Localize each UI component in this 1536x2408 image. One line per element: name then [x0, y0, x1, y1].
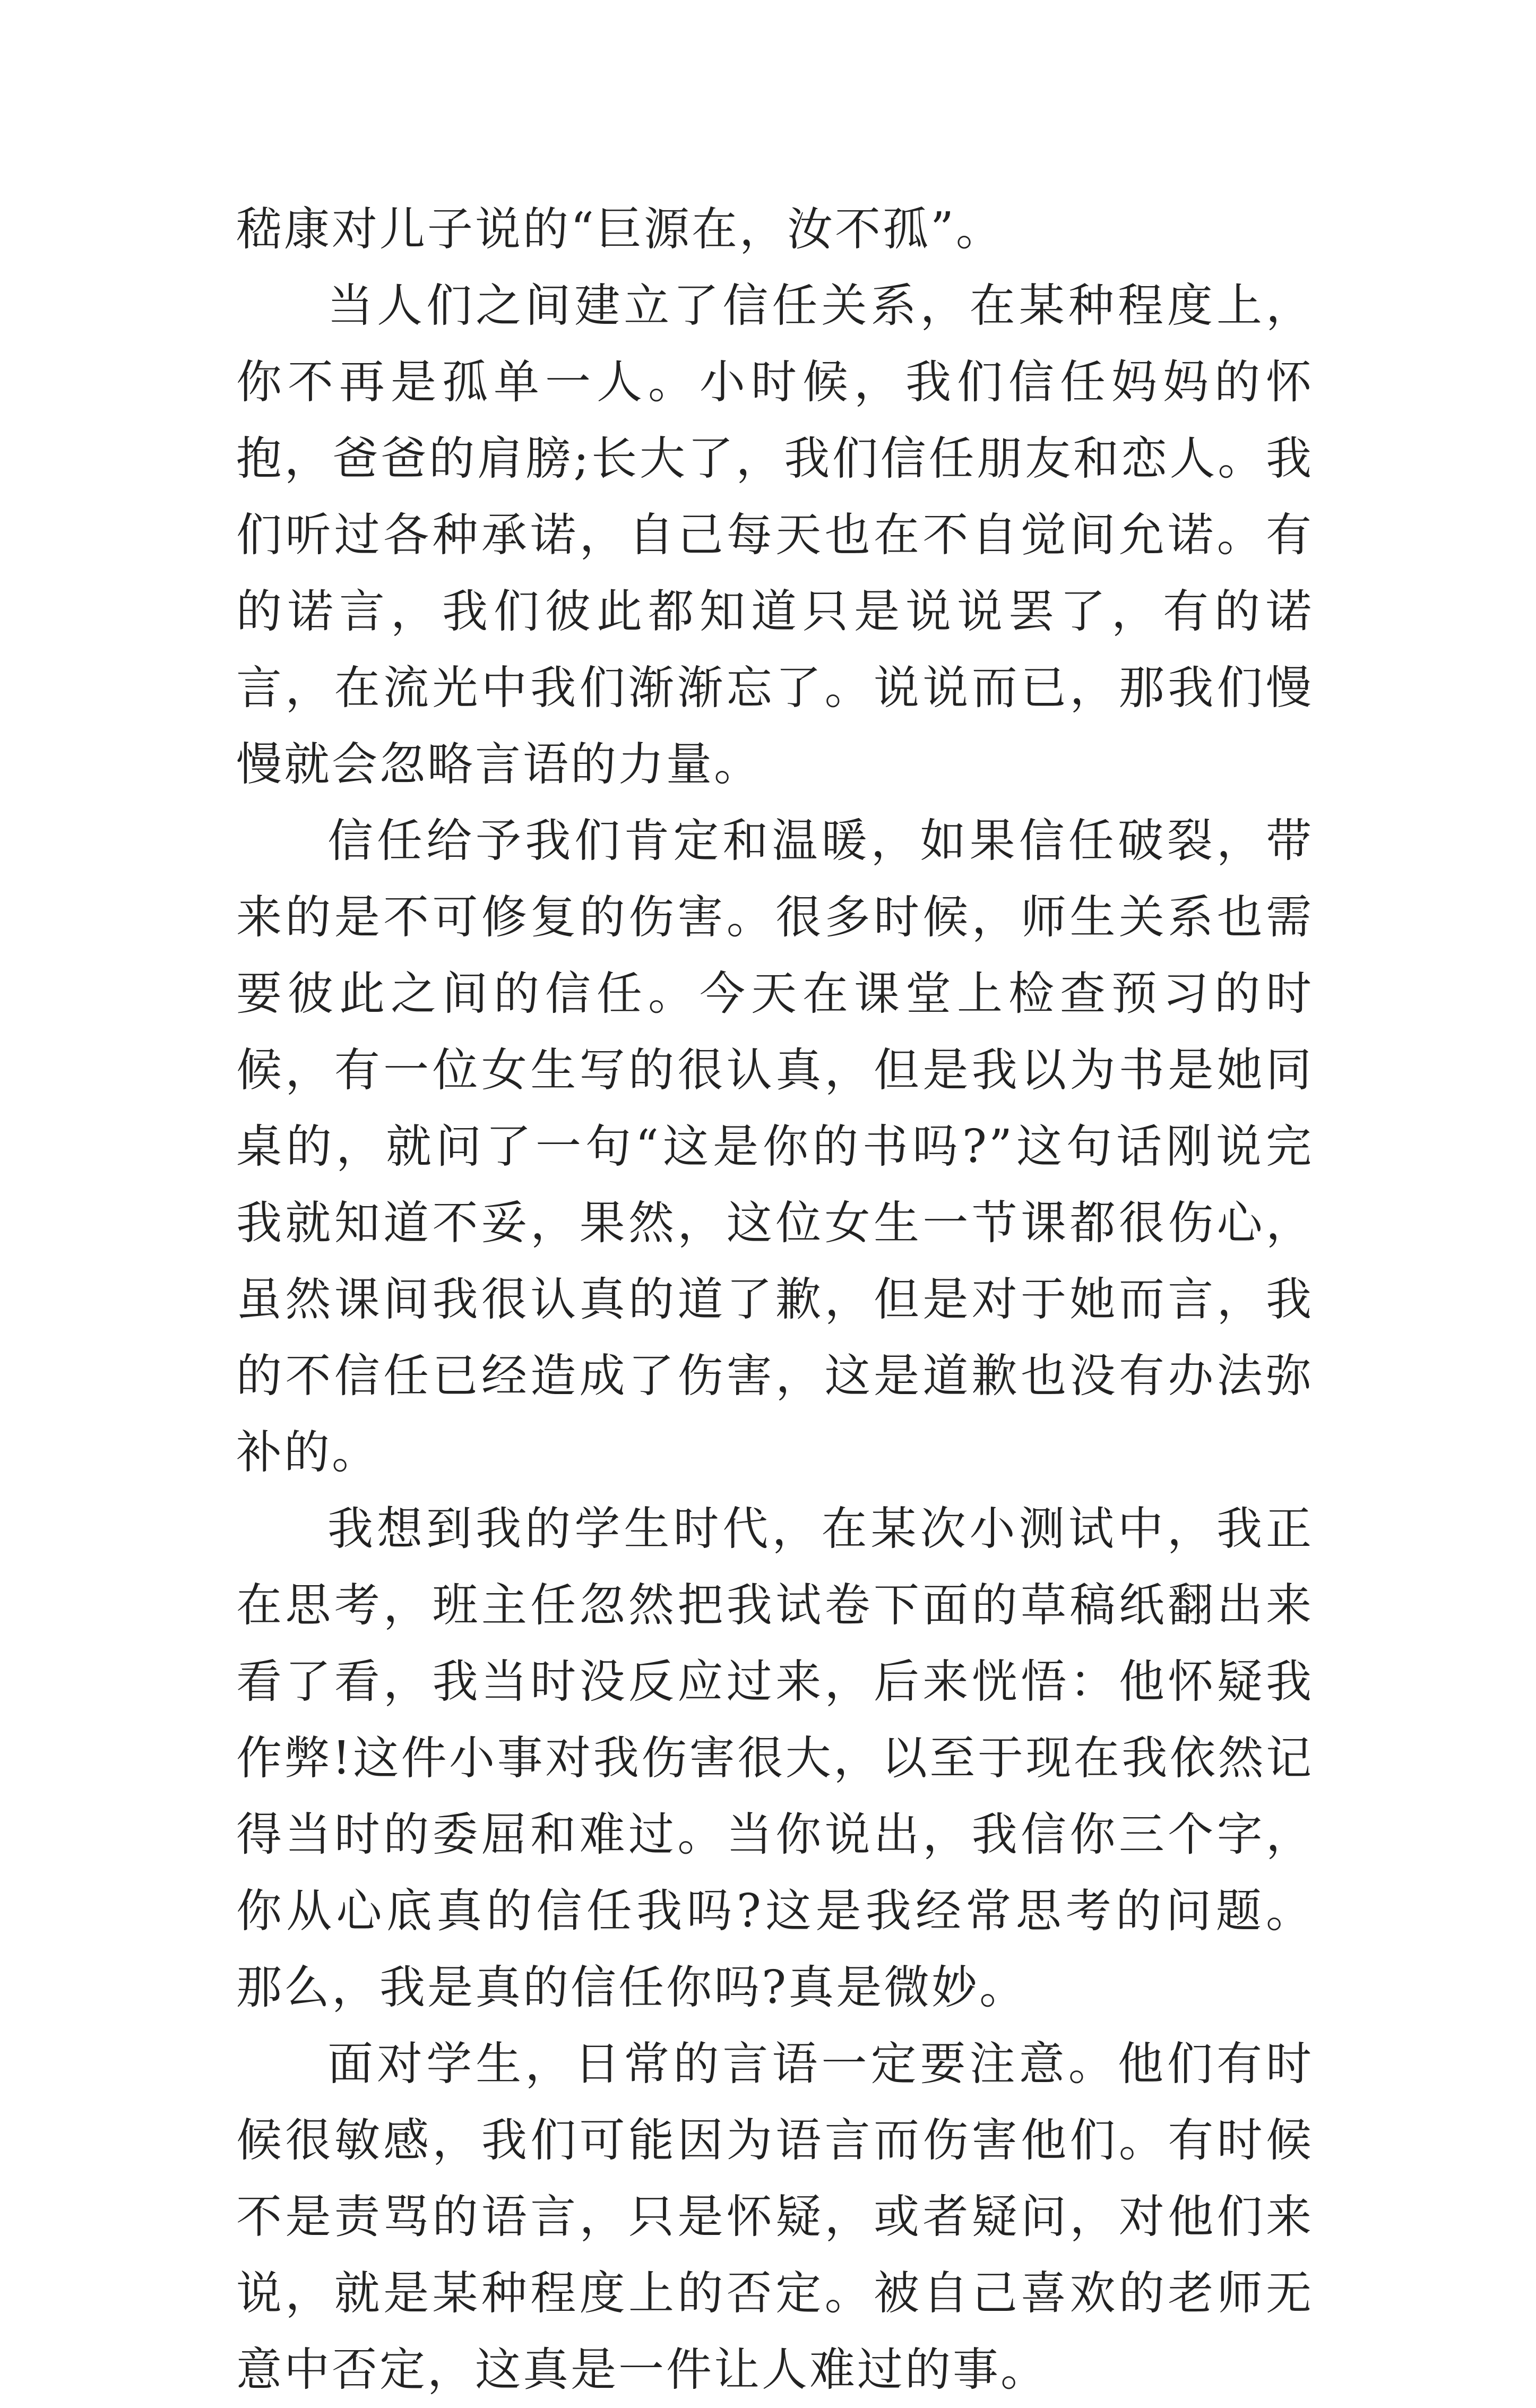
- paragraph-2: 当人们之间建立了信任关系，在某种程度上，你不再是孤单一人。小时候，我们信任妈妈的怀抱，爸爸的肩膀;长大了，我们信任朋友和恋人。我们听过各种承诺，自己每天也在不自觉间允诺。有的诺言，我们彼此都知道只是说说罢了，有的诺言，在流光中我们渐渐忘了。说说而已，那我们慢慢就会忽略言语的力量。: [236, 279, 1314, 791]
- paragraph-4: 我想到我的学生时代，在某次小测试中，我正在思考，班主任忽然把我试卷下面的草稿纸翻出来看了看，我当时没反应过来，后来恍悟：他怀疑我作弊!这件小事对我伤害很大，以至于现在我依然记得当时的委屈和难过。当你说出，我信你三个字，你从心底真的信任我吗?这是我经常思考的问题。那么，我是真的信任你吗?真是微妙。: [236, 1502, 1314, 2014]
- paragraph-3: 信任给予我们肯定和温暖，如果信任破裂，带来的是不可修复的伤害。很多时候，师生关系也需要彼此之间的信任。今天在课堂上检查预习的时候，有一位女生写的很认真，但是我以为书是她同桌的，就问了一句“这是你的书吗?”这句话刚说完我就知道不妥，果然，这位女生一节课都很伤心，虽然课间我很认真的道了歉，但是对于她而言，我的不信任已经造成了伤害，这是道歉也没有办法弥补的。: [236, 814, 1314, 1479]
- paragraph-1: 嵇康对儿子说的“巨源在，汝不孤”。: [236, 203, 1004, 256]
- paragraph-5: 面对学生，日常的言语一定要注意。他们有时候很敏感，我们可能因为语言而伤害他们。有时候不是责骂的语言，只是怀疑，或者疑问，对他们来说，就是某种程度上的否定。被自己喜欢的老师无意中否定，这真是一件让人难过的事。: [236, 2037, 1314, 2396]
- document-body: [236, 191, 1314, 2408]
